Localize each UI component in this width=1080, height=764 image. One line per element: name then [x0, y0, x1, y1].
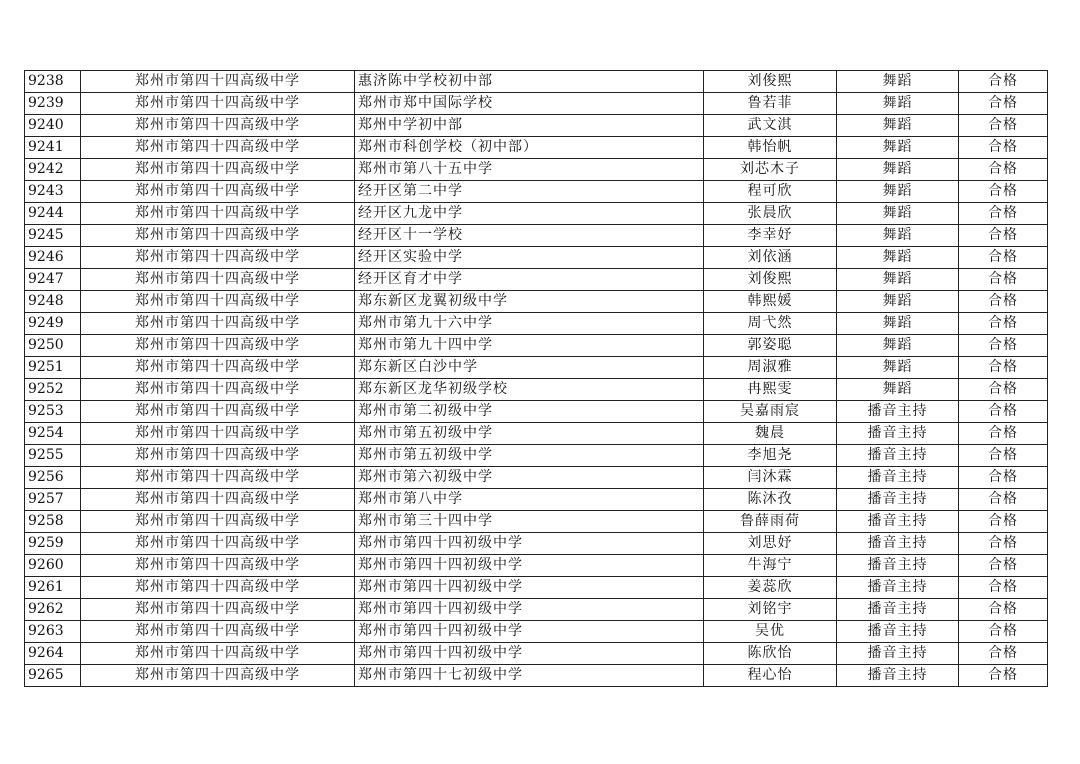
row-number-cell: 9243	[25, 181, 81, 203]
admitting-school-cell: 郑州市第四十四高级中学	[81, 71, 355, 93]
table-row	[25, 621, 1048, 643]
roster-sheet	[24, 70, 1047, 687]
result-cell: 合格	[959, 357, 1048, 379]
row-number-cell: 9238	[25, 71, 81, 93]
admitting-school-cell: 郑州市第四十四高级中学	[81, 643, 355, 665]
graduating-school-cell: 郑州中学初中部	[355, 115, 704, 137]
table-row	[25, 203, 1048, 225]
result-cell: 合格	[959, 511, 1048, 533]
table-row	[25, 71, 1048, 93]
row-number-cell: 9252	[25, 379, 81, 401]
table-row	[25, 643, 1048, 665]
graduating-school-cell: 郑州市第八中学	[355, 489, 704, 511]
graduating-school-cell: 郑州市第四十四初级中学	[355, 577, 704, 599]
table-row	[25, 247, 1048, 269]
table-row	[25, 225, 1048, 247]
specialty-category-cell: 舞蹈	[837, 71, 959, 93]
student-name-cell: 吴优	[704, 621, 837, 643]
row-number-cell: 9246	[25, 247, 81, 269]
result-cell: 合格	[959, 555, 1048, 577]
student-name-cell: 吴嘉雨宸	[704, 401, 837, 423]
result-cell: 合格	[959, 291, 1048, 313]
row-number-cell: 9260	[25, 555, 81, 577]
student-name-cell: 鲁薛雨荷	[704, 511, 837, 533]
table-row	[25, 599, 1048, 621]
graduating-school-cell: 经开区第二中学	[355, 181, 704, 203]
row-number-cell: 9257	[25, 489, 81, 511]
table-row	[25, 555, 1048, 577]
graduating-school-cell: 郑州市第四十四初级中学	[355, 621, 704, 643]
specialty-category-cell: 舞蹈	[837, 203, 959, 225]
result-cell: 合格	[959, 335, 1048, 357]
row-number-cell: 9264	[25, 643, 81, 665]
table-row	[25, 159, 1048, 181]
result-cell: 合格	[959, 665, 1048, 687]
result-cell: 合格	[959, 313, 1048, 335]
row-number-cell: 9261	[25, 577, 81, 599]
row-number-cell: 9239	[25, 93, 81, 115]
specialty-category-cell: 播音主持	[837, 577, 959, 599]
student-name-cell: 李幸妤	[704, 225, 837, 247]
table-row	[25, 115, 1048, 137]
row-number-cell: 9253	[25, 401, 81, 423]
specialty-category-cell: 播音主持	[837, 621, 959, 643]
specialty-category-cell: 舞蹈	[837, 93, 959, 115]
result-cell: 合格	[959, 203, 1048, 225]
row-number-cell: 9256	[25, 467, 81, 489]
admitting-school-cell: 郑州市第四十四高级中学	[81, 137, 355, 159]
specialty-category-cell: 舞蹈	[837, 137, 959, 159]
student-name-cell: 张晨欣	[704, 203, 837, 225]
admitting-school-cell: 郑州市第四十四高级中学	[81, 115, 355, 137]
student-name-cell: 刘依涵	[704, 247, 837, 269]
student-name-cell: 魏晨	[704, 423, 837, 445]
result-cell: 合格	[959, 225, 1048, 247]
specialty-category-cell: 播音主持	[837, 555, 959, 577]
specialty-category-cell: 播音主持	[837, 643, 959, 665]
row-number-cell: 9242	[25, 159, 81, 181]
row-number-cell: 9265	[25, 665, 81, 687]
table-row	[25, 379, 1048, 401]
admitting-school-cell: 郑州市第四十四高级中学	[81, 533, 355, 555]
row-number-cell: 9245	[25, 225, 81, 247]
row-number-cell: 9259	[25, 533, 81, 555]
result-cell: 合格	[959, 379, 1048, 401]
result-cell: 合格	[959, 643, 1048, 665]
result-cell: 合格	[959, 269, 1048, 291]
specialty-category-cell: 舞蹈	[837, 335, 959, 357]
result-cell: 合格	[959, 71, 1048, 93]
table-row	[25, 269, 1048, 291]
table-row	[25, 423, 1048, 445]
admitting-school-cell: 郑州市第四十四高级中学	[81, 445, 355, 467]
result-cell: 合格	[959, 159, 1048, 181]
result-cell: 合格	[959, 445, 1048, 467]
graduating-school-cell: 郑州市第五初级中学	[355, 423, 704, 445]
admitting-school-cell: 郑州市第四十四高级中学	[81, 357, 355, 379]
student-name-cell: 程心怡	[704, 665, 837, 687]
result-cell: 合格	[959, 115, 1048, 137]
graduating-school-cell: 郑州市第四十四初级中学	[355, 599, 704, 621]
specialty-category-cell: 播音主持	[837, 511, 959, 533]
row-number-cell: 9250	[25, 335, 81, 357]
row-number-cell: 9254	[25, 423, 81, 445]
specialty-category-cell: 舞蹈	[837, 225, 959, 247]
row-number-cell: 9244	[25, 203, 81, 225]
graduating-school-cell: 惠济陈中学校初中部	[355, 71, 704, 93]
graduating-school-cell: 郑州市科创学校（初中部）	[355, 137, 704, 159]
specialty-category-cell: 播音主持	[837, 423, 959, 445]
row-number-cell: 9262	[25, 599, 81, 621]
student-name-cell: 姜蕊欣	[704, 577, 837, 599]
admitting-school-cell: 郑州市第四十四高级中学	[81, 203, 355, 225]
result-cell: 合格	[959, 489, 1048, 511]
admitting-school-cell: 郑州市第四十四高级中学	[81, 467, 355, 489]
admitting-school-cell: 郑州市第四十四高级中学	[81, 159, 355, 181]
row-number-cell: 9247	[25, 269, 81, 291]
graduating-school-cell: 郑东新区龙翼初级中学	[355, 291, 704, 313]
table-row	[25, 313, 1048, 335]
table-row	[25, 181, 1048, 203]
admitting-school-cell: 郑州市第四十四高级中学	[81, 335, 355, 357]
result-cell: 合格	[959, 401, 1048, 423]
row-number-cell: 9263	[25, 621, 81, 643]
graduating-school-cell: 经开区育才中学	[355, 269, 704, 291]
admitting-school-cell: 郑州市第四十四高级中学	[81, 665, 355, 687]
row-number-cell: 9251	[25, 357, 81, 379]
specialty-category-cell: 舞蹈	[837, 181, 959, 203]
admitting-school-cell: 郑州市第四十四高级中学	[81, 489, 355, 511]
table-row	[25, 577, 1048, 599]
student-name-cell: 韩熙媛	[704, 291, 837, 313]
admitting-school-cell: 郑州市第四十四高级中学	[81, 577, 355, 599]
row-number-cell: 9258	[25, 511, 81, 533]
admitting-school-cell: 郑州市第四十四高级中学	[81, 401, 355, 423]
admitting-school-cell: 郑州市第四十四高级中学	[81, 555, 355, 577]
specialty-category-cell: 舞蹈	[837, 159, 959, 181]
table-row	[25, 445, 1048, 467]
specialty-category-cell: 舞蹈	[837, 291, 959, 313]
student-name-cell: 牛海宁	[704, 555, 837, 577]
result-cell: 合格	[959, 181, 1048, 203]
roster-table	[24, 70, 1048, 687]
graduating-school-cell: 郑东新区龙华初级学校	[355, 379, 704, 401]
student-name-cell: 周淑雅	[704, 357, 837, 379]
admitting-school-cell: 郑州市第四十四高级中学	[81, 225, 355, 247]
admitting-school-cell: 郑州市第四十四高级中学	[81, 599, 355, 621]
admitting-school-cell: 郑州市第四十四高级中学	[81, 423, 355, 445]
admitting-school-cell: 郑州市第四十四高级中学	[81, 313, 355, 335]
graduating-school-cell: 郑州市第九十六中学	[355, 313, 704, 335]
graduating-school-cell: 郑州市第四十四初级中学	[355, 533, 704, 555]
result-cell: 合格	[959, 467, 1048, 489]
graduating-school-cell: 经开区十一学校	[355, 225, 704, 247]
table-row	[25, 467, 1048, 489]
specialty-category-cell: 播音主持	[837, 489, 959, 511]
graduating-school-cell: 郑州市第五初级中学	[355, 445, 704, 467]
student-name-cell: 程可欣	[704, 181, 837, 203]
result-cell: 合格	[959, 621, 1048, 643]
table-row	[25, 665, 1048, 687]
result-cell: 合格	[959, 423, 1048, 445]
result-cell: 合格	[959, 577, 1048, 599]
specialty-category-cell: 舞蹈	[837, 313, 959, 335]
graduating-school-cell: 经开区实验中学	[355, 247, 704, 269]
row-number-cell: 9241	[25, 137, 81, 159]
student-name-cell: 刘芯木子	[704, 159, 837, 181]
table-row	[25, 137, 1048, 159]
student-name-cell: 刘思妤	[704, 533, 837, 555]
specialty-category-cell: 播音主持	[837, 599, 959, 621]
student-name-cell: 武文淇	[704, 115, 837, 137]
student-name-cell: 韩怡帆	[704, 137, 837, 159]
graduating-school-cell: 郑州市第四十四初级中学	[355, 643, 704, 665]
result-cell: 合格	[959, 247, 1048, 269]
student-name-cell: 郭姿聪	[704, 335, 837, 357]
student-name-cell: 李旭尧	[704, 445, 837, 467]
student-name-cell: 陈沐孜	[704, 489, 837, 511]
admitting-school-cell: 郑州市第四十四高级中学	[81, 291, 355, 313]
table-row	[25, 489, 1048, 511]
graduating-school-cell: 郑州市第三十四中学	[355, 511, 704, 533]
admitting-school-cell: 郑州市第四十四高级中学	[81, 621, 355, 643]
student-name-cell: 周弋然	[704, 313, 837, 335]
graduating-school-cell: 郑州市第六初级中学	[355, 467, 704, 489]
row-number-cell: 9248	[25, 291, 81, 313]
roster-table-body	[25, 71, 1048, 687]
specialty-category-cell: 舞蹈	[837, 379, 959, 401]
graduating-school-cell: 郑州市第九十四中学	[355, 335, 704, 357]
table-row	[25, 511, 1048, 533]
specialty-category-cell: 播音主持	[837, 401, 959, 423]
admitting-school-cell: 郑州市第四十四高级中学	[81, 247, 355, 269]
graduating-school-cell: 郑州市郑中国际学校	[355, 93, 704, 115]
result-cell: 合格	[959, 599, 1048, 621]
graduating-school-cell: 郑州市第四十四初级中学	[355, 555, 704, 577]
specialty-category-cell: 舞蹈	[837, 247, 959, 269]
specialty-category-cell: 舞蹈	[837, 115, 959, 137]
student-name-cell: 刘俊熙	[704, 269, 837, 291]
graduating-school-cell: 郑东新区白沙中学	[355, 357, 704, 379]
specialty-category-cell: 播音主持	[837, 445, 959, 467]
student-name-cell: 冉熙雯	[704, 379, 837, 401]
table-row	[25, 357, 1048, 379]
graduating-school-cell: 经开区九龙中学	[355, 203, 704, 225]
specialty-category-cell: 播音主持	[837, 533, 959, 555]
specialty-category-cell: 播音主持	[837, 665, 959, 687]
result-cell: 合格	[959, 533, 1048, 555]
table-row	[25, 401, 1048, 423]
table-row	[25, 335, 1048, 357]
student-name-cell: 陈欣怡	[704, 643, 837, 665]
row-number-cell: 9240	[25, 115, 81, 137]
specialty-category-cell: 舞蹈	[837, 269, 959, 291]
specialty-category-cell: 播音主持	[837, 467, 959, 489]
specialty-category-cell: 舞蹈	[837, 357, 959, 379]
student-name-cell: 刘铭宇	[704, 599, 837, 621]
row-number-cell: 9255	[25, 445, 81, 467]
admitting-school-cell: 郑州市第四十四高级中学	[81, 93, 355, 115]
student-name-cell: 鲁若菲	[704, 93, 837, 115]
row-number-cell: 9249	[25, 313, 81, 335]
table-row	[25, 93, 1048, 115]
graduating-school-cell: 郑州市第八十五中学	[355, 159, 704, 181]
table-row	[25, 291, 1048, 313]
admitting-school-cell: 郑州市第四十四高级中学	[81, 379, 355, 401]
result-cell: 合格	[959, 137, 1048, 159]
admitting-school-cell: 郑州市第四十四高级中学	[81, 269, 355, 291]
result-cell: 合格	[959, 93, 1048, 115]
student-name-cell: 刘俊熙	[704, 71, 837, 93]
table-row	[25, 533, 1048, 555]
admitting-school-cell: 郑州市第四十四高级中学	[81, 181, 355, 203]
student-name-cell: 闫沐霖	[704, 467, 837, 489]
graduating-school-cell: 郑州市第四十七初级中学	[355, 665, 704, 687]
graduating-school-cell: 郑州市第二初级中学	[355, 401, 704, 423]
admitting-school-cell: 郑州市第四十四高级中学	[81, 511, 355, 533]
